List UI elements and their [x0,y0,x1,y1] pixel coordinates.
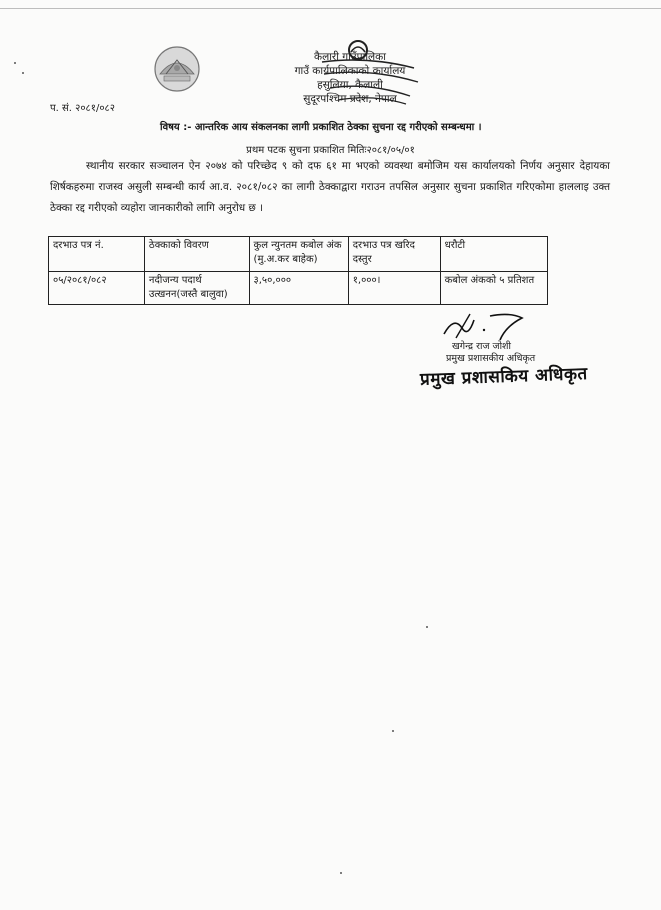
scan-edge-line [0,8,661,9]
header-line-4: सुदूरपश्चिम प्रदेश, नेपाल [303,93,397,105]
scan-speck [340,872,342,874]
title-stamp: प्रमुख प्रशासकिय अधिकृत [419,364,588,390]
scan-speck [392,730,394,732]
header-purchase-fee: दरभाउ पत्र खरिद दस्तुर [348,237,440,272]
header-contract-details: ठेक्काको विवरण [144,237,249,272]
tender-table [48,236,548,305]
subject-line: विषय :- आन्तरिक आय संकलनका लागी प्रकाशित ठेक्का सुचना रद्द गरीएको सम्बन्धमा । [160,122,482,133]
table-header-row [49,237,548,272]
reference-number: प. सं. २०८१/०८२ [50,103,115,114]
header-minimum-bid: कुल न्युनतम कबोल अंक (मु.अ.कर बाहेक) [249,237,348,272]
government-emblem-icon [152,44,202,94]
header-line-2: गाउँ कार्यपालिकाको कार्यालय [294,65,406,77]
table-row [49,272,548,305]
cell-deposit: कबोल अंकको ५ प्रतिशत [440,272,547,305]
cell-rate-letter-no: ०५/२०८१/०८२ [49,272,145,305]
body-paragraph: स्थानीय सरकार सञ्चालन ऐन २०७४ को परिच्छेद ९ को दफ ६१ मा भएको व्यवस्था बमोजिम यस कार्यालयको निर्णय अनुसार देहायका शिर्षकहरुमा राजस्व असुली सम्बन्धी कार्य आ.व. २०८१/०८२ का लागी ठेक्काद्वारा गराउन तपसिल अनुसार सुचना प्रकाशित गरिएकोमा हाललाइ उक्त ठेक्का रद्द गरीएको व्यहोरा जानकारीको लागि अनुरोध छ । [50,160,610,214]
header-deposit: धरौटी [440,237,547,272]
scan-speck [14,62,16,64]
header-line-3: हसुलिया, कैलाली [317,79,383,91]
cell-minimum-bid: ३,५०,००० [249,272,348,305]
cell-purchase-fee: १,०००। [348,272,440,305]
cell-contract-details: नदीजन्य पदार्थ उत्खनन(जस्तै बालुवा) [144,272,249,305]
scan-speck [426,626,428,628]
first-notice-date: प्रथम पटक सुचना प्रकाशित मितिः२०८१/०५/०१ [246,145,415,156]
header-rate-letter-no: दरभाउ पत्र नं. [49,237,145,272]
signer-name: खगेन्द्र राज जोशी [452,341,511,352]
header-line-1: कैलारी गाउँपालिका [314,51,386,63]
office-seal-stamp-icon [318,38,428,108]
scan-speck [22,72,24,74]
signer-title: प्रमुख प्रशासकीय अधिकृत [446,353,536,364]
